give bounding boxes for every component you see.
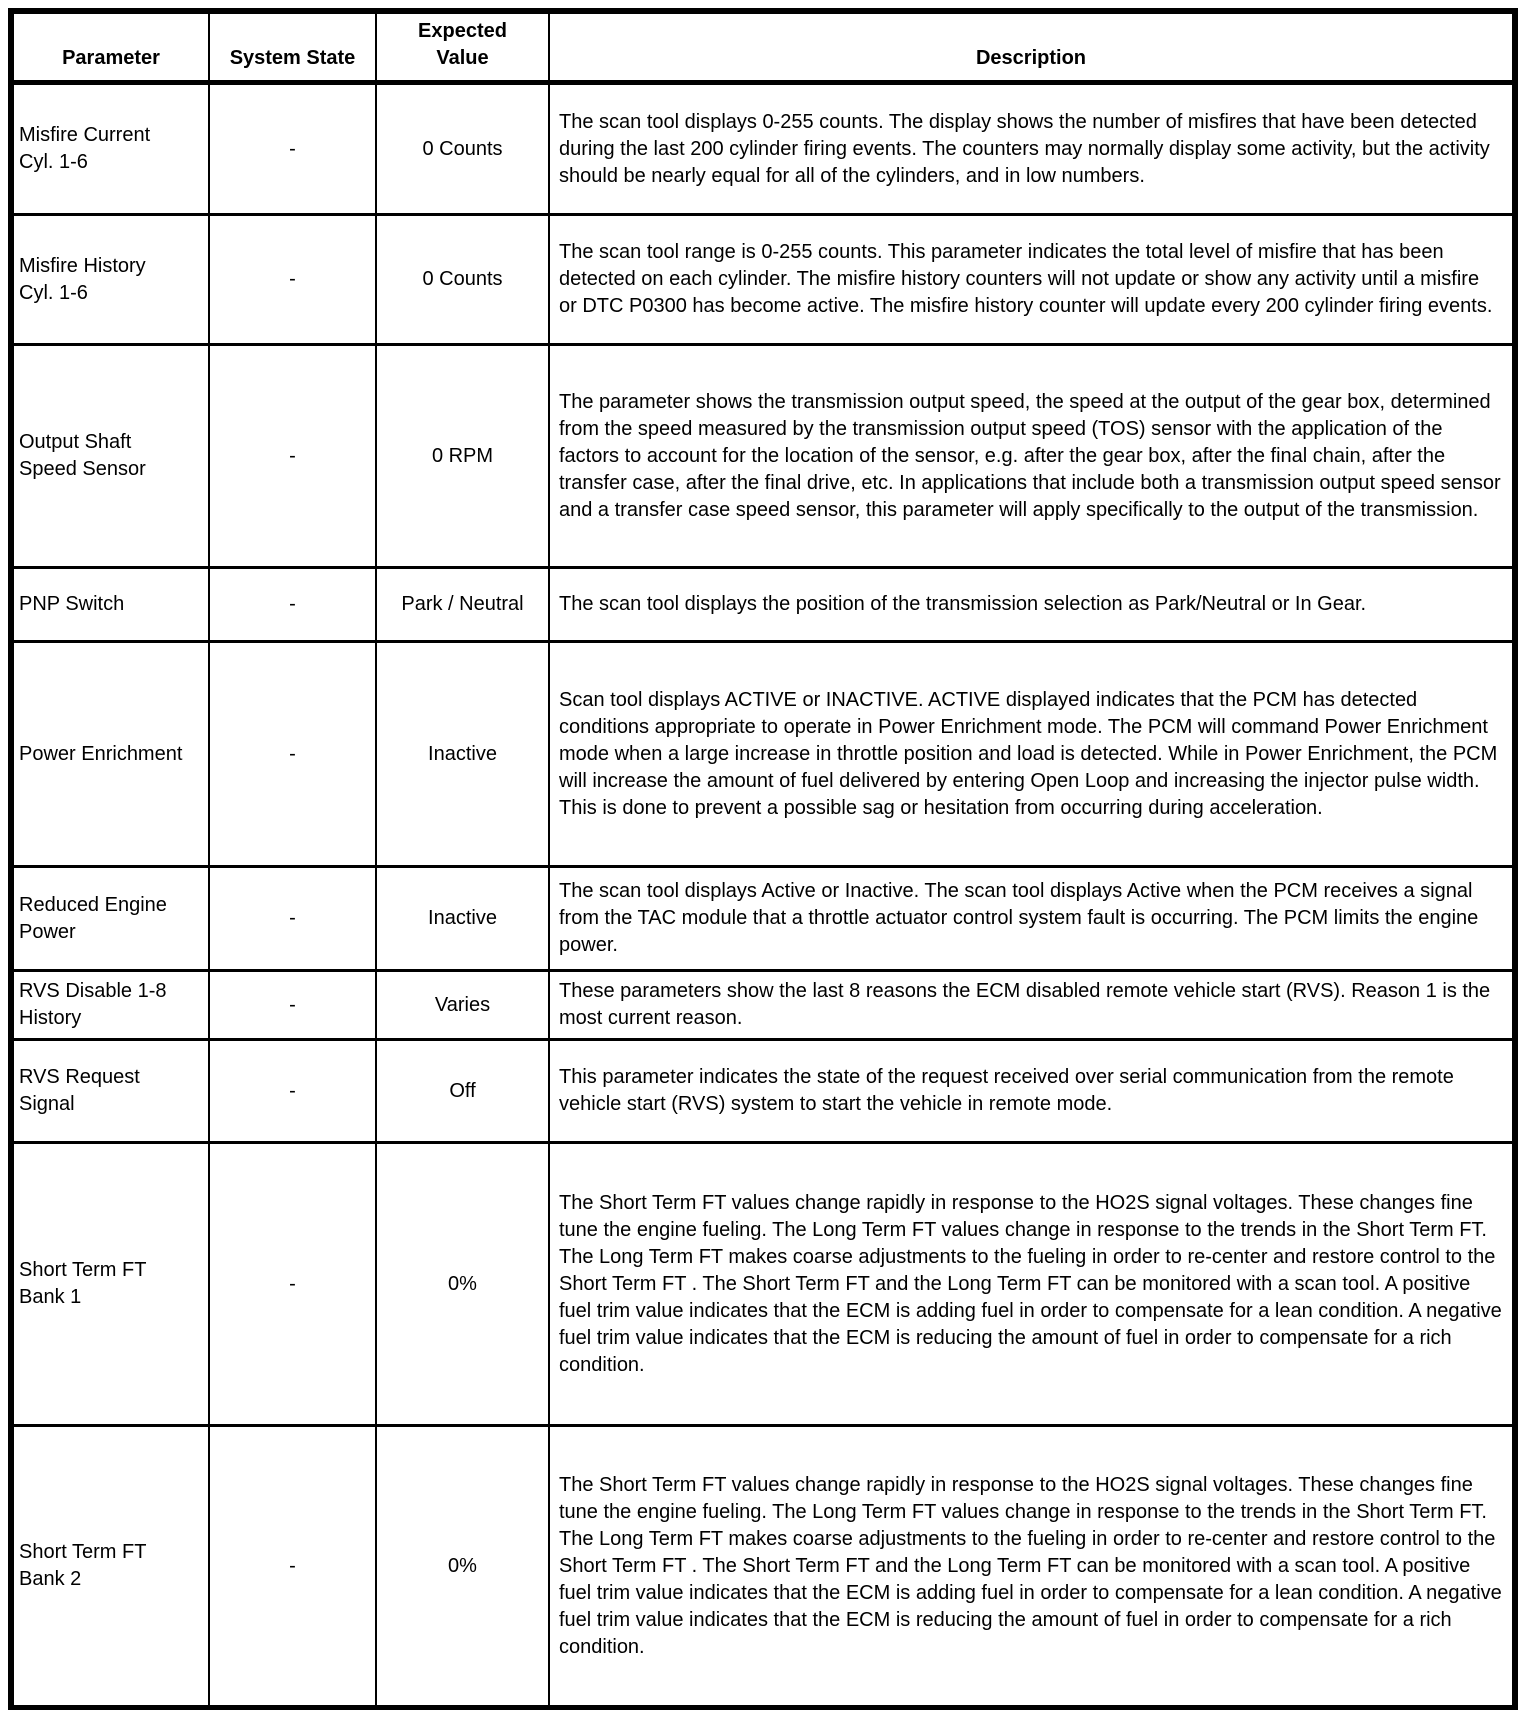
- table-row-misfire-history: [11, 215, 1515, 345]
- expected-value-cell: 0%: [376, 1426, 549, 1710]
- system-state-cell: -: [209, 1426, 376, 1710]
- parameter-cell: Power Enrichment: [11, 642, 209, 867]
- column-header-system-state: System State: [209, 11, 376, 83]
- system-state-cell: -: [209, 867, 376, 971]
- expected-value-cell: Off: [376, 1040, 549, 1143]
- system-state-cell: -: [209, 971, 376, 1040]
- parameter-cell: PNP Switch: [11, 568, 209, 642]
- table-row-rvs-request-signal: [11, 1040, 1515, 1143]
- system-state-cell: -: [209, 1143, 376, 1426]
- description-cell: The scan tool range is 0-255 counts. This parameter indicates the total level of misfire that has been detected on each cylinder. The misfire history counters will not update or show any activity until a misfire or DTC P0300 has become active. The misfire history counter will update every 200 cylinder firing events.: [549, 215, 1515, 345]
- parameter-cell: RVS Request Signal: [11, 1040, 209, 1143]
- expected-value-cell: 0%: [376, 1143, 549, 1426]
- description-cell: These parameters show the last 8 reasons the ECM disabled remote vehicle start (RVS). Reason 1 is the most current reason.: [549, 971, 1515, 1040]
- table-row-power-enrichment: [11, 642, 1515, 867]
- table-row-short-term-ft-bank-2: [11, 1426, 1515, 1710]
- system-state-cell: -: [209, 345, 376, 568]
- description-cell: The scan tool displays Active or Inactive. The scan tool displays Active when the PCM receives a signal from the TAC module that a throttle actuator control system fault is occurring. The PCM limits the engine power.: [549, 867, 1515, 971]
- column-header-parameter: Parameter: [11, 11, 209, 83]
- expected-value-cell: 0 Counts: [376, 215, 549, 345]
- table-row-pnp-switch: [11, 568, 1515, 642]
- parameter-cell: Misfire Current Cyl. 1-6: [11, 83, 209, 215]
- description-cell: This parameter indicates the state of the request received over serial communication from the remote vehicle start (RVS) system to start the vehicle in remote mode.: [549, 1040, 1515, 1143]
- table-header-row: [11, 11, 1515, 83]
- expected-value-cell: 0 RPM: [376, 345, 549, 568]
- expected-value-cell: Varies: [376, 971, 549, 1040]
- table-row-reduced-engine-power: [11, 867, 1515, 971]
- table-row-output-shaft-speed-sensor: [11, 345, 1515, 568]
- system-state-cell: -: [209, 642, 376, 867]
- expected-value-cell: Inactive: [376, 642, 549, 867]
- table-row-misfire-current: [11, 83, 1515, 215]
- description-cell: The scan tool displays 0-255 counts. The display shows the number of misfires that have been detected during the last 200 cylinder firing events. The counters may normally display some activity, but the activity should be nearly equal for all of the cylinders, and in low numbers.: [549, 83, 1515, 215]
- description-cell: The scan tool displays the position of the transmission selection as Park/Neutral or In Gear.: [549, 568, 1515, 642]
- system-state-cell: -: [209, 215, 376, 345]
- system-state-cell: -: [209, 1040, 376, 1143]
- description-cell: The Short Term FT values change rapidly in response to the HO2S signal voltages. These changes fine tune the engine fueling. The Long Term FT values change in response to the trends in the Short Term FT. The Long Term FT makes coarse adjustments to the fueling in order to re-center and restore control to the Short Term FT . The Short Term FT and the Long Term FT can be monitored with a scan tool. A positive fuel trim value indicates that the ECM is adding fuel in order to compensate for a lean condition. A negative fuel trim value indicates that the ECM is reducing the amount of fuel in order to compensate for a rich condition.: [549, 1143, 1515, 1426]
- table-row-short-term-ft-bank-1: [11, 1143, 1515, 1426]
- expected-value-cell: Park / Neutral: [376, 568, 549, 642]
- scan-tool-parameter-table: [8, 8, 1518, 1710]
- system-state-cell: -: [209, 568, 376, 642]
- system-state-cell: -: [209, 83, 376, 215]
- expected-value-cell: 0 Counts: [376, 83, 549, 215]
- description-cell: The Short Term FT values change rapidly in response to the HO2S signal voltages. These changes fine tune the engine fueling. The Long Term FT values change in response to the trends in the Short Term FT. The Long Term FT makes coarse adjustments to the fueling in order to re-center and restore control to the Short Term FT . The Short Term FT and the Long Term FT can be monitored with a scan tool. A positive fuel trim value indicates that the ECM is adding fuel in order to compensate for a lean condition. A negative fuel trim value indicates that the ECM is reducing the amount of fuel in order to compensate for a rich condition.: [549, 1426, 1515, 1710]
- column-header-expected-value: Expected Value: [376, 11, 549, 83]
- expected-value-cell: Inactive: [376, 867, 549, 971]
- description-cell: Scan tool displays ACTIVE or INACTIVE. ACTIVE displayed indicates that the PCM has detected conditions appropriate to operate in Power Enrichment mode. The PCM will command Power Enrichment mode when a large increase in throttle position and load is detected. While in Power Enrichment, the PCM will increase the amount of fuel delivered by entering Open Loop and increasing the injector pulse width. This is done to prevent a possible sag or hesitation from occurring during acceleration.: [549, 642, 1515, 867]
- parameter-cell: Output Shaft Speed Sensor: [11, 345, 209, 568]
- parameter-cell: RVS Disable 1-8 History: [11, 971, 209, 1040]
- parameter-cell: Short Term FT Bank 2: [11, 1426, 209, 1710]
- column-header-description: Description: [549, 11, 1515, 83]
- description-cell: The parameter shows the transmission output speed, the speed at the output of the gear box, determined from the speed measured by the transmission output speed (TOS) sensor with the application of the factors to account for the location of the sensor, e.g. after the gear box, after the final chain, after the transfer case, after the final drive, etc. In applications that include both a transmission output speed sensor and a transfer case speed sensor, this parameter will apply specifically to the output of the transmission.: [549, 345, 1515, 568]
- table-row-rvs-disable-history: [11, 971, 1515, 1040]
- parameter-cell: Misfire History Cyl. 1-6: [11, 215, 209, 345]
- parameter-cell: Short Term FT Bank 1: [11, 1143, 209, 1426]
- parameter-cell: Reduced Engine Power: [11, 867, 209, 971]
